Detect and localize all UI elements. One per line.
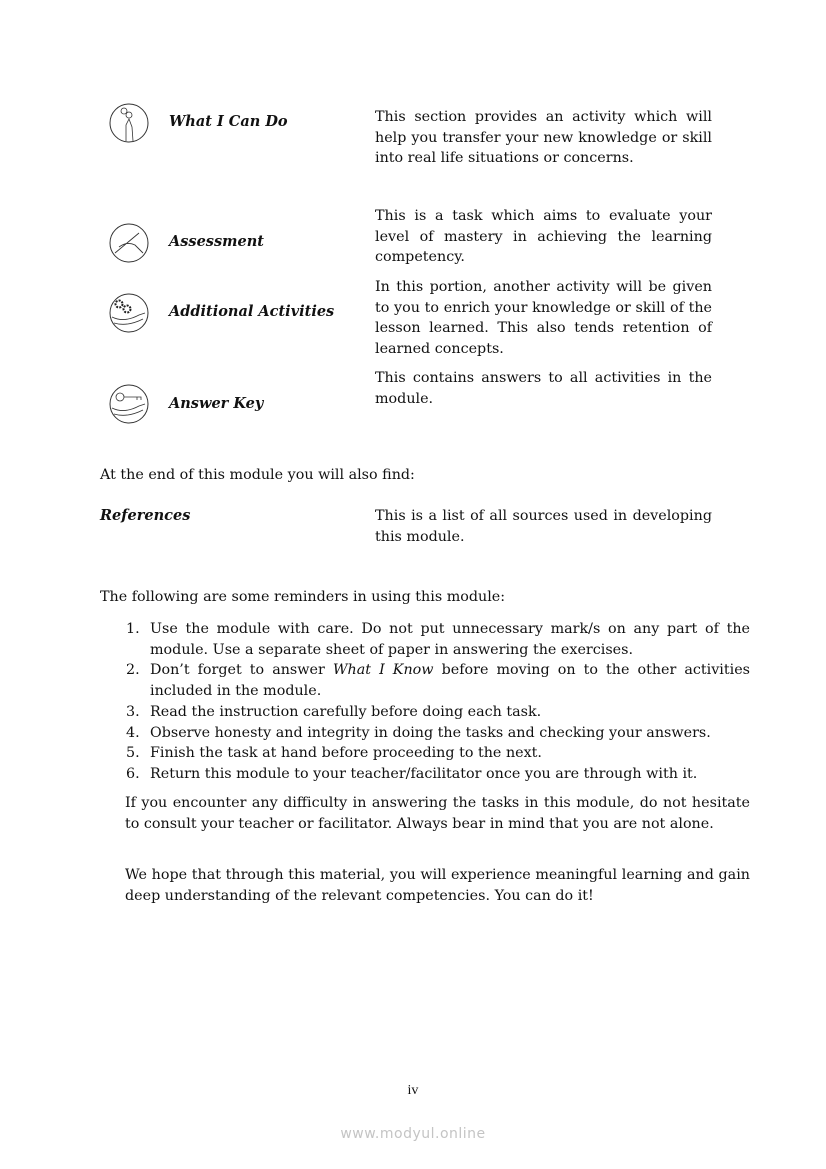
section-label-what-i-can-do: What I Can Do	[169, 113, 288, 130]
item-text-emphasis: What I Know	[332, 662, 434, 679]
references-label: References	[100, 507, 191, 524]
key-on-hand-icon	[109, 384, 149, 424]
item-number: 6.	[126, 765, 140, 782]
item-text-pre: Don’t forget to answer	[150, 662, 333, 679]
list-item	[126, 702, 750, 723]
list-item	[126, 660, 750, 701]
end-of-module-intro: At the end of this module you will also find:	[100, 467, 415, 483]
watermark: www.modyul.online	[340, 1126, 486, 1142]
item-number: 1.	[126, 621, 140, 637]
references-description: This is a list of all sources used in developing this module.	[375, 508, 712, 545]
item-text: Read the instruction carefully before doing each task.	[150, 703, 542, 720]
hand-with-ideas-icon	[109, 103, 149, 143]
reminders-list	[126, 619, 750, 785]
gears-on-hand-icon	[109, 293, 149, 333]
list-item	[126, 764, 750, 785]
list-item	[126, 723, 750, 744]
section-description-assessment: This is a task which aims to evaluate your level of mastery in achieving the learning competency.	[375, 208, 712, 266]
item-number: 5.	[126, 745, 140, 762]
item-number: 3.	[126, 703, 140, 720]
difficulty-paragraph: If you encounter any difficulty in answering the tasks in this module, do not hesitate to consult your teacher or facilitator. Always bear in mind that you are not alone.	[125, 795, 750, 832]
list-item	[126, 619, 750, 660]
section-description-what-i-can-do: This section provides an activity which will help you transfer your new knowledge or skill into real life situations or concerns.	[375, 109, 712, 167]
item-text: Use the module with care. Do not put unnecessary mark/s on any part of the module. Use a separate sheet of paper in answering the exercises.	[150, 621, 750, 658]
section-label-additional-activities: Additional Activities	[169, 303, 335, 320]
reminders-intro: The following are some reminders in using this module:	[100, 589, 506, 605]
item-text: Observe honesty and integrity in doing the tasks and checking your answers.	[150, 724, 711, 741]
section-label-answer-key: Answer Key	[169, 395, 264, 412]
item-text-post: before moving on to the other activities included in the module.	[150, 662, 750, 700]
item-text: Return this module to your teacher/facilitator once you are through with it.	[150, 765, 698, 782]
hand-writing-icon	[109, 223, 149, 263]
closing-paragraph: We hope that through this material, you will experience meaningful learning and gain deep understanding of the relevant competencies. You can do it!	[125, 867, 750, 904]
item-number: 2.	[126, 662, 140, 679]
section-description-answer-key: This contains answers to all activities in the module.	[375, 370, 712, 407]
section-description-additional-activities: In this portion, another activity will be given to you to enrich your knowledge or skill of the lesson learned. This also tends retention of learned concepts.	[375, 279, 712, 358]
item-text	[150, 660, 750, 701]
item-text: Finish the task at hand before proceeding to the next.	[150, 745, 542, 762]
item-number: 4.	[126, 724, 140, 741]
section-label-assessment: Assessment	[169, 233, 264, 250]
page-number: iv	[407, 1083, 419, 1098]
list-item	[126, 743, 750, 764]
